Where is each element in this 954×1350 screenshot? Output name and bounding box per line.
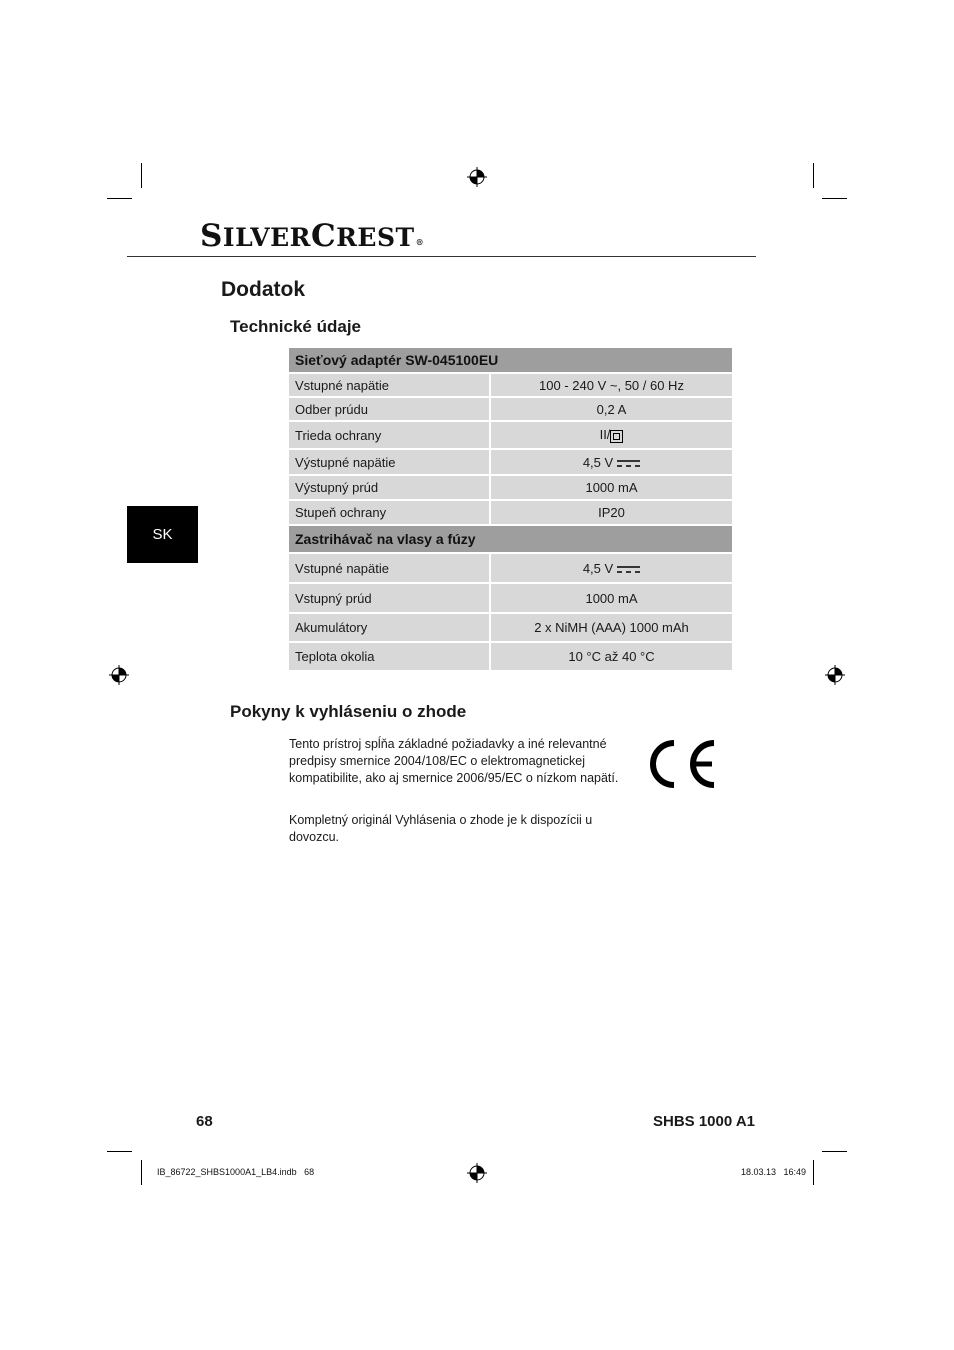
crop-mark [107, 198, 132, 199]
row-value-cell [490, 421, 732, 449]
row-value: 100 - 240 V ~, 50 / 60 Hz [490, 373, 732, 397]
dc-current-icon [617, 565, 640, 574]
print-datetime: 18.03.13 16:49 [740, 1167, 806, 1177]
crop-mark [822, 198, 847, 199]
page-title: Dodatok [221, 278, 305, 301]
row-label: Výstupný prúd [289, 475, 490, 500]
crop-mark [141, 1160, 142, 1185]
table-section-header [289, 525, 732, 553]
crop-mark [813, 163, 814, 188]
brand-logo: SILVERCREST® [200, 218, 425, 254]
table-row [289, 642, 732, 671]
model-number: SHBS 1000 A1 [653, 1113, 755, 1130]
registration-mark-icon [467, 167, 487, 187]
table-row [289, 553, 732, 583]
row-value: 4,5 V [582, 454, 614, 470]
row-value: IP20 [490, 500, 732, 525]
table-row [289, 449, 732, 475]
adapter-title: Sieťový adaptér SW-045100EU [289, 348, 732, 373]
row-value: 10 °C až 40 °C [490, 642, 732, 671]
table-row [289, 373, 732, 397]
crop-mark [822, 1151, 847, 1152]
table-row [289, 475, 732, 500]
row-label: Stupeň ochrany [289, 500, 490, 525]
table-row [289, 421, 732, 449]
row-value: 4,5 V [582, 560, 614, 576]
crop-mark [107, 1151, 132, 1152]
print-file-info: IB_86722_SHBS1000A1_LB4.indb 68 [157, 1167, 315, 1177]
row-label: Teplota okolia [289, 642, 490, 671]
trademark-symbol: ® [415, 237, 425, 247]
row-value-cell [490, 449, 732, 475]
table-row [289, 500, 732, 525]
table-section-header [289, 348, 732, 373]
crop-mark [813, 1160, 814, 1185]
row-label: Vstupné napätie [289, 553, 490, 583]
row-label: Vstupné napätie [289, 373, 490, 397]
row-value: II/ [599, 427, 611, 443]
row-label: Výstupné napätie [289, 449, 490, 475]
row-label: Vstupný prúd [289, 583, 490, 613]
table-row [289, 613, 732, 642]
registration-mark-icon [467, 1163, 487, 1183]
trimmer-title: Zastrihávač na vlasy a fúzy [289, 525, 732, 553]
header-rule [127, 256, 756, 257]
language-tab-label: SK [152, 526, 173, 543]
dc-current-icon [617, 459, 640, 468]
conformity-paragraph: Kompletný originál Vyhlásenia o zhode je k dispozícii u dovozcu. [289, 813, 593, 844]
registration-mark-icon [109, 665, 129, 685]
table-row [289, 583, 732, 613]
row-value: 1000 mA [490, 475, 732, 500]
row-label: Trieda ochrany [289, 421, 490, 449]
technical-spec-table [289, 348, 732, 672]
conformity-paragraph: Tento prístroj spĺňa základné požiadavky a iné relevantné predpisy smernice 2004/108/EC o elektromagnetickej kompatibilite, ako aj smernice 2006/95/EC o nízkom napätí. [289, 737, 619, 785]
row-value: 1000 mA [490, 583, 732, 613]
registration-mark-icon [825, 665, 845, 685]
language-tab [127, 506, 198, 563]
conformity-heading: Pokyny k vyhláseniu o zhode [230, 702, 467, 721]
row-value: 0,2 A [490, 397, 732, 421]
table-row [289, 397, 732, 421]
row-value: 2 x NiMH (AAA) 1000 mAh [490, 613, 732, 642]
page-number: 68 [196, 1113, 213, 1130]
crop-mark [141, 163, 142, 188]
row-value-cell [490, 553, 732, 583]
ce-mark-icon [641, 737, 717, 791]
row-label: Odber prúdu [289, 397, 490, 421]
technical-heading: Technické údaje [230, 317, 362, 336]
row-label: Akumulátory [289, 613, 490, 642]
protection-class-ii-icon [610, 430, 623, 443]
